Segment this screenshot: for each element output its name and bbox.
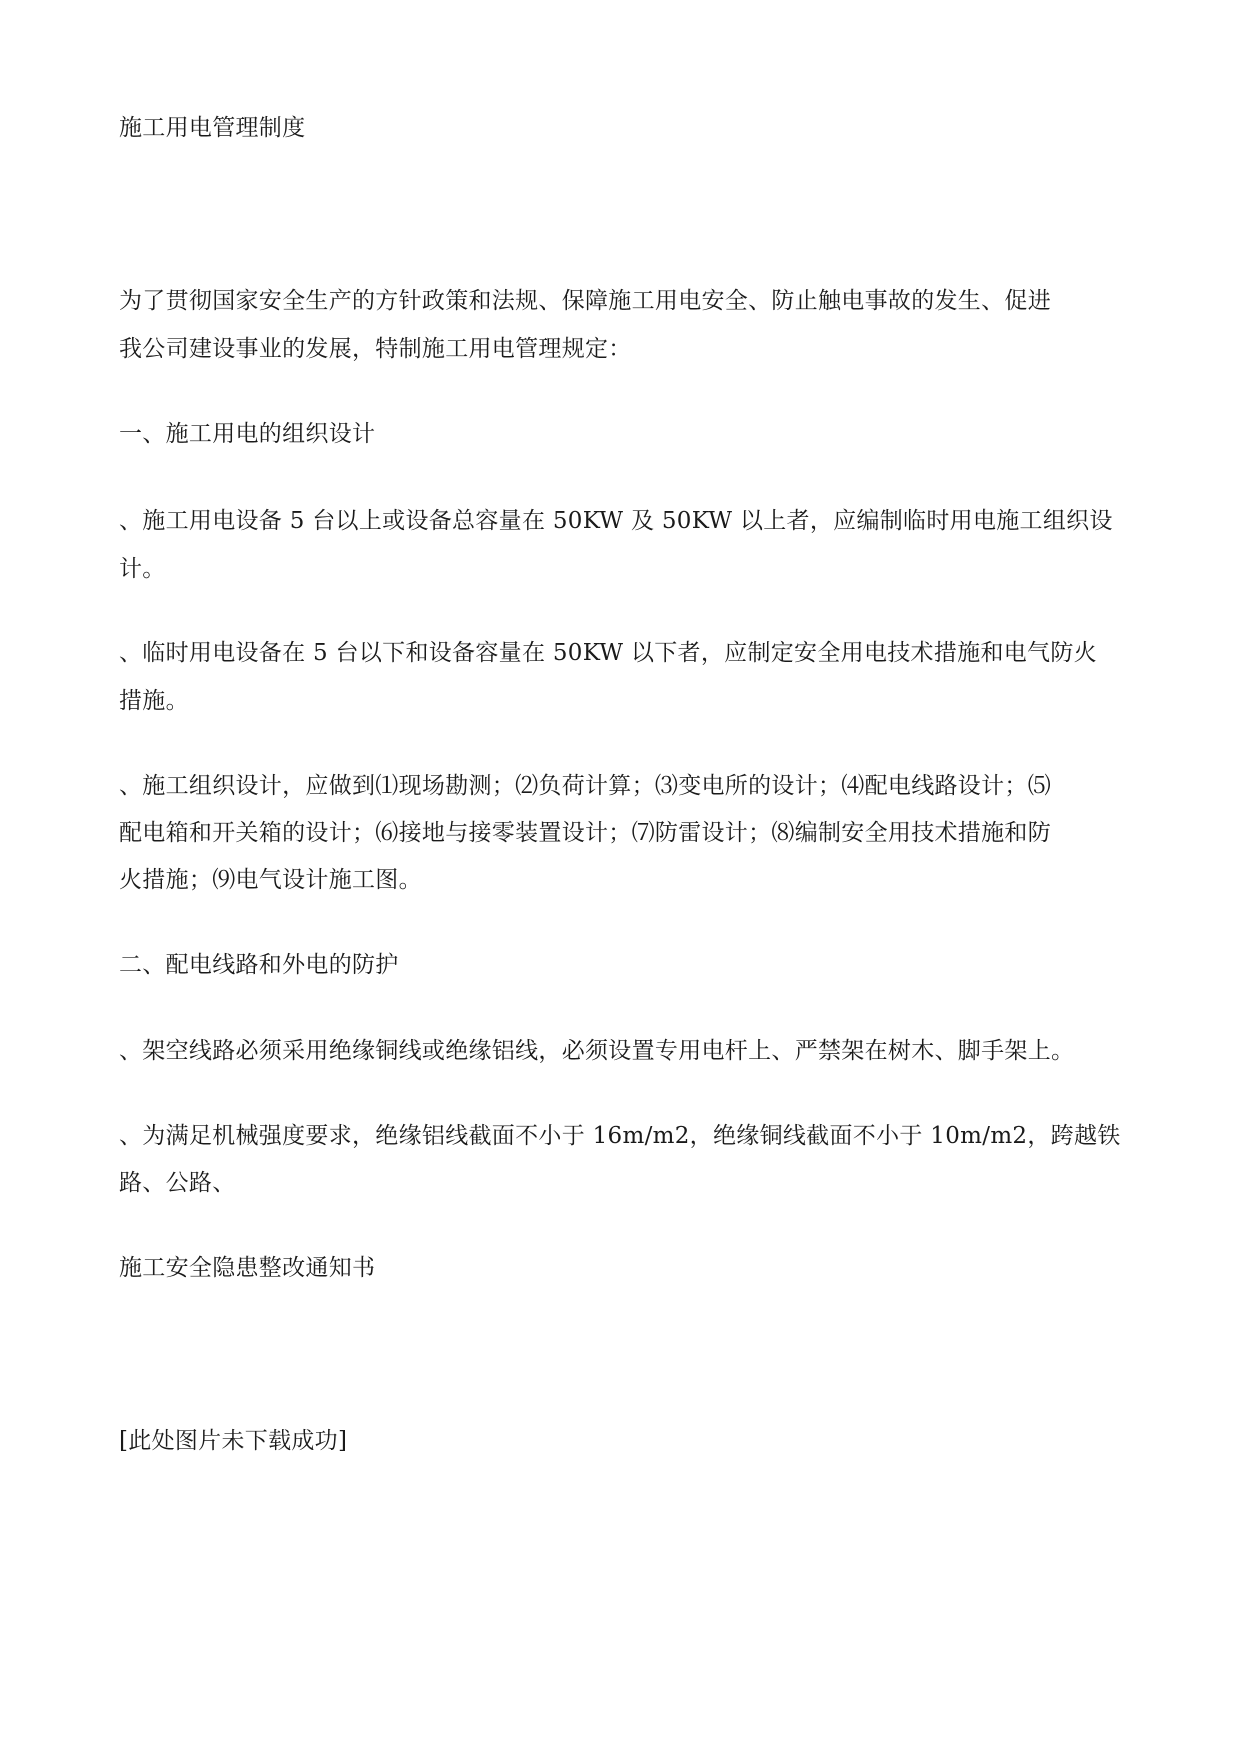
section1-item1-line-1: 、施工用电设备 5 台以上或设备总容量在 50KW 及 50KW 以上者，应编制临时用电施工组织设 <box>119 508 1113 534</box>
section1-item3-line-2: 配电箱和开关箱的设计；⑹接地与接零装置设计；⑺防雷设计；⑻编制安全用技术措施和防 <box>119 820 1051 846</box>
section1-item1-line-2: 计。 <box>119 556 166 582</box>
section2-item2-line-1: 、为满足机械强度要求，绝缘铝线截面不小于 16m/m2，绝缘铜线截面不小于 10m/m2，跨越铁 <box>119 1123 1121 1149</box>
section1-item2-line-1: 、临时用电设备在 5 台以下和设备容量在 50KW 以下者，应制定安全用电技术措施和电气防火 <box>119 640 1097 666</box>
section1-item3-line-1: 、施工组织设计，应做到⑴现场勘测；⑵负荷计算；⑶变电所的设计；⑷配电线路设计；⑸ <box>119 773 1051 799</box>
section1-item3-line-3: 火措施；⑼电气设计施工图。 <box>119 867 422 893</box>
section1-heading: 一、施工用电的组织设计 <box>119 421 376 447</box>
document-title: 施工用电管理制度 <box>119 115 306 141</box>
section1-item2-line-2: 措施。 <box>119 688 189 714</box>
intro-line-1: 为了贯彻国家安全生产的方针政策和法规、保障施工用电安全、防止触电事故的发生、促进 <box>119 288 1051 314</box>
section2-heading: 二、配电线路和外电的防护 <box>119 952 399 978</box>
notice-title: 施工安全隐患整改通知书 <box>119 1255 376 1281</box>
intro-line-2: 我公司建设事业的发展，特制施工用电管理规定： <box>119 336 632 362</box>
image-placeholder-text: [此处图片未下载成功] <box>119 1428 348 1454</box>
section2-item2-line-2: 路、公路、 <box>119 1170 236 1196</box>
section2-item1-line-1: 、架空线路必须采用绝缘铜线或绝缘铝线，必须设置专用电杆上、严禁架在树木、脚手架上。 <box>119 1038 1075 1064</box>
